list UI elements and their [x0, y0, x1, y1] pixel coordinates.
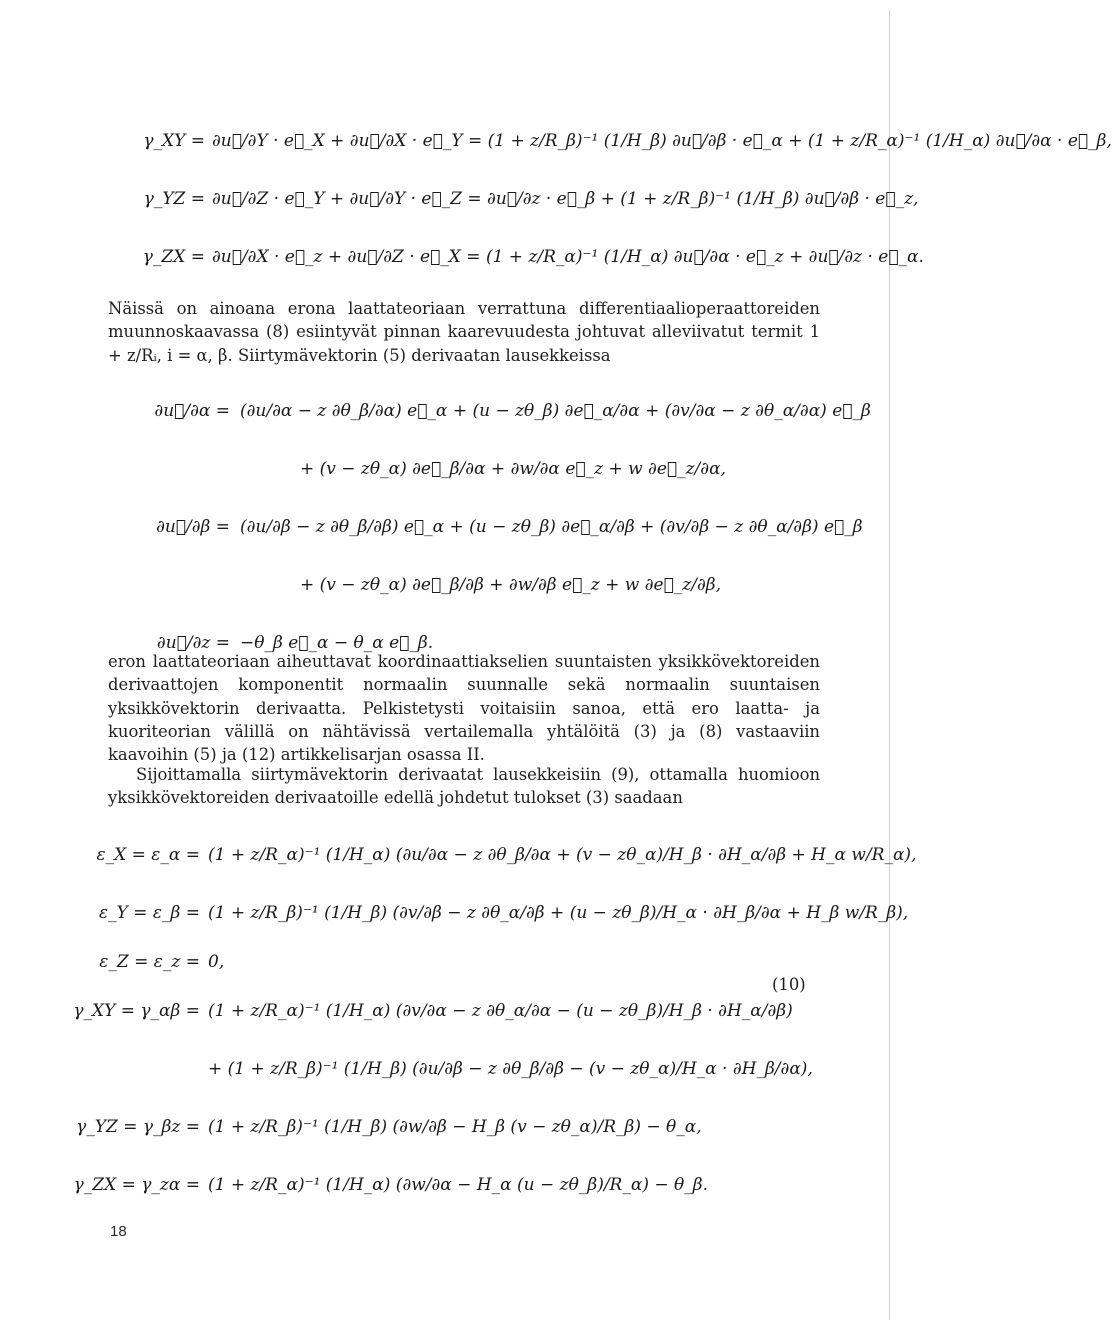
equation-rhs: (1 + z/R_α)⁻¹ (1/H_α) (∂v/∂α − z ∂θ_α/∂α − (u − zθ_β)/H_β · ∂H_α/∂β)	[208, 1001, 793, 1021]
equation-rhs: + (1 + z/R_β)⁻¹ (1/H_β) (∂u/∂β − z ∂θ_β/∂β − (v − zθ_α)/H_α · ∂H_β/∂α),	[208, 1059, 813, 1079]
equation-row	[0, 982, 960, 1040]
strain-equations-2	[0, 826, 960, 1214]
equation-rhs: (1 + z/R_β)⁻¹ (1/H_β) (∂w/∂β − H_β (v − zθ_α)/R_β) − θ_α,	[208, 1117, 702, 1137]
equation-rhs: (1 + z/R_β)⁻¹ (1/H_β) (∂v/∂β − z ∂θ_α/∂β + (u − zθ_β)/H_α · ∂H_β/∂α + H_β w/R_β),	[208, 903, 909, 923]
equation-rhs: (∂u/∂α − z ∂θ_β/∂α) e⃗_α + (u − zθ_β) ∂e⃗_α/∂α + (∂v/∂α − z ∂θ_α/∂α) e⃗_β	[240, 401, 871, 421]
equation-rhs: (∂u/∂β − z ∂θ_β/∂β) e⃗_α + (u − zθ_β) ∂e⃗_α/∂β + (∂v/∂β − z ∂θ_α/∂β) e⃗_β	[240, 517, 863, 537]
equation-row	[0, 826, 960, 884]
equation-row	[0, 1040, 960, 1098]
equation-row	[0, 382, 960, 440]
equation-lhs: γ_ZX = γ_zα =	[73, 1175, 200, 1195]
equation-lhs: γ_YZ =	[143, 189, 205, 209]
page-number: 18	[110, 1223, 127, 1240]
equation-row	[0, 884, 960, 942]
equation-rhs: −θ_β e⃗_α − θ_α e⃗_β.	[240, 633, 434, 653]
equation-row	[0, 1098, 960, 1156]
equation-rhs: ∂u⃗/∂Z · e⃗_Y + ∂u⃗/∂Y · e⃗_Z = ∂u⃗/∂z · e⃗_β + (1 + z/R_β)⁻¹ (1/H_β) ∂u⃗/∂β · e⃗_z,	[212, 189, 919, 209]
strain-equations-1	[0, 112, 1112, 286]
equation-lhs: ∂u⃗/∂z =	[156, 633, 230, 653]
equation-row	[0, 170, 960, 228]
equation-row	[0, 1156, 960, 1214]
equation-lhs: ε_Z = ε_z =	[99, 952, 200, 972]
equation-row	[0, 942, 960, 982]
equation-lhs: γ_XY = γ_αβ =	[73, 1001, 200, 1021]
equation-lhs: γ_XY =	[143, 131, 205, 151]
body-paragraph: eron laattateoriaan aiheuttavat koordinaattiakselien suuntaisten yksikkövektoreiden derivaattojen komponentit normaalin suunnalle sekä normaalin suuntaisen yksikkövektorin derivaatta. Pelkistetysti voitaisiin sanoa, että ero laatta- ja kuoriteorian välillä on nähtävissä vertailemalla yhtälöitä (3) ja (8) vastaaviin kaavoihin (5) ja (12) artikkelisarjan osassa II.	[108, 652, 820, 765]
equation-lhs: ε_Y = ε_β =	[99, 903, 200, 923]
equation-rhs: + (v − zθ_α) ∂e⃗_β/∂β + ∂w/∂β e⃗_z + w ∂e⃗_z/∂β,	[300, 575, 721, 595]
equation-lhs: ∂u⃗/∂β =	[156, 517, 230, 537]
equation-lhs: γ_ZX =	[142, 247, 205, 267]
equation-rhs: ∂u⃗/∂X · e⃗_z + ∂u⃗/∂Z · e⃗_X = (1 + z/R_α)⁻¹ (1/H_α) ∂u⃗/∂α · e⃗_z + ∂u⃗/∂z · e⃗_α.	[212, 247, 924, 267]
derivative-equations	[0, 382, 960, 672]
body-paragraph: Näissä on ainoana erona laattateoriaan verrattuna differentiaalioperaattoreiden muunnoskaavassa (8) esiintyvät pinnan kaarevuudesta johtuvat alleviivatut termit 1 + z/Rᵢ, i = α, β. Siirtymävektorin (5) derivaatan lausekkeissa	[108, 299, 820, 365]
equation-row	[0, 112, 1112, 170]
equation-row	[0, 498, 960, 556]
equation-number: (10)	[772, 975, 806, 994]
body-paragraph: Sijoittamalla siirtymävektorin derivaatat lausekkeisiin (9), ottamalla huomioon yksikkövektoreiden derivaatoille edellä johdetut tulokset (3) saadaan	[108, 765, 820, 808]
equation-rhs: (1 + z/R_α)⁻¹ (1/H_α) (∂u/∂α − z ∂θ_β/∂α + (v − zθ_α)/H_β · ∂H_α/∂β + H_α w/R_α),	[208, 845, 917, 865]
equation-rhs: (1 + z/R_α)⁻¹ (1/H_α) (∂w/∂α − H_α (u − zθ_β)/R_α) − θ_β.	[208, 1175, 708, 1195]
equation-rhs: 0,	[208, 952, 225, 972]
equation-row	[0, 228, 960, 286]
equation-rhs: + (v − zθ_α) ∂e⃗_β/∂α + ∂w/∂α e⃗_z + w ∂e⃗_z/∂α,	[300, 459, 726, 479]
equation-rhs: ∂u⃗/∂Y · e⃗_X + ∂u⃗/∂X · e⃗_Y = (1 + z/R_β)⁻¹ (1/H_β) ∂u⃗/∂β · e⃗_α + (1 + z/R_α)⁻¹ (1/H_α) ∂u⃗/∂α · e⃗_β,	[212, 131, 1112, 151]
equation-row	[0, 440, 960, 498]
equation-lhs: ε_X = ε_α =	[96, 845, 200, 865]
equation-lhs: ∂u⃗/∂α =	[154, 401, 230, 421]
equation-row	[0, 556, 960, 614]
equation-lhs: γ_YZ = γ_βz =	[76, 1117, 200, 1137]
